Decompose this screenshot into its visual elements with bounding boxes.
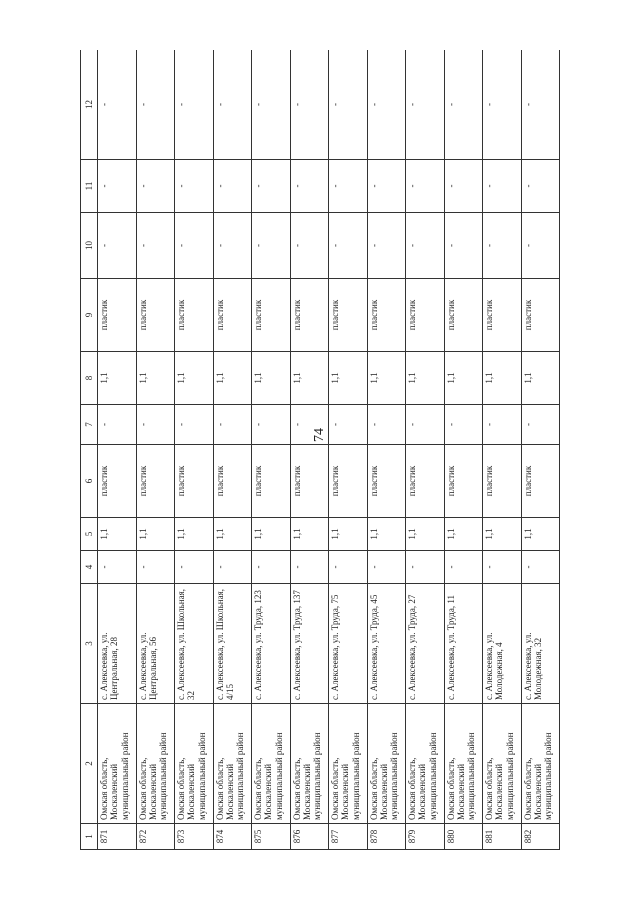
- cell-col6: пластик: [252, 445, 291, 518]
- row-number: 882: [521, 824, 560, 850]
- cell-col8: 1,1: [444, 352, 483, 405]
- cell-col4: -: [252, 551, 291, 584]
- cell-col6: пластик: [98, 445, 137, 518]
- cell-col5: 1,1: [290, 518, 329, 551]
- cell-col7: -: [406, 405, 445, 445]
- region-cell: Омская область, Москаленский муниципальный район: [521, 704, 560, 824]
- cell-col4: -: [367, 551, 406, 584]
- row-number: 877: [329, 824, 368, 850]
- cell-col11: -: [252, 160, 291, 213]
- cell-col12: -: [175, 50, 214, 160]
- cell-col11: -: [521, 160, 560, 213]
- cell-col8: 1,1: [406, 352, 445, 405]
- cell-col12: -: [483, 50, 522, 160]
- address-cell: с. Алексеевка, ул. Труда, 45: [367, 584, 406, 704]
- row-number: 878: [367, 824, 406, 850]
- cell-col9: пластик: [98, 279, 137, 352]
- row-number: 871: [98, 824, 137, 850]
- cell-col9: пластик: [213, 279, 252, 352]
- cell-col9: пластик: [406, 279, 445, 352]
- cell-col10: -: [483, 213, 522, 279]
- cell-col4: -: [444, 551, 483, 584]
- cell-col5: 1,1: [483, 518, 522, 551]
- cell-col9: пластик: [136, 279, 175, 352]
- header-row: [81, 50, 98, 850]
- cell-col5: 1,1: [98, 518, 137, 551]
- region-cell: Омская область, Москаленский муниципальный район: [252, 704, 291, 824]
- column-header: 9: [81, 279, 98, 352]
- cell-col7: -: [175, 405, 214, 445]
- column-header: 8: [81, 352, 98, 405]
- cell-col8: 1,1: [98, 352, 137, 405]
- cell-col4: -: [175, 551, 214, 584]
- address-cell: с. Алексеевка, ул. Труда, 137: [290, 584, 329, 704]
- column-header: 12: [81, 50, 98, 160]
- address-cell: с. Алексеевка, ул. Школьная, 32: [175, 584, 214, 704]
- cell-col4: -: [483, 551, 522, 584]
- address-cell: с. Алексеевка, ул. Труда, 11: [444, 584, 483, 704]
- row-number: 875: [252, 824, 291, 850]
- cell-col5: 1,1: [521, 518, 560, 551]
- region-cell: Омская область, Москаленский муниципальный район: [367, 704, 406, 824]
- table-wrapper: [80, 50, 560, 850]
- column-header: 2: [81, 704, 98, 824]
- row-number: 874: [213, 824, 252, 850]
- cell-col8: 1,1: [252, 352, 291, 405]
- cell-col9: пластик: [483, 279, 522, 352]
- cell-col10: -: [213, 213, 252, 279]
- cell-col9: пластик: [521, 279, 560, 352]
- cell-col12: -: [213, 50, 252, 160]
- region-cell: Омская область, Москаленский муниципальный район: [213, 704, 252, 824]
- cell-col5: 1,1: [367, 518, 406, 551]
- cell-col10: -: [252, 213, 291, 279]
- row-number: 876: [290, 824, 329, 850]
- cell-col6: пластик: [521, 445, 560, 518]
- table-row: [252, 50, 291, 850]
- cell-col5: 1,1: [252, 518, 291, 551]
- region-cell: Омская область, Москаленский муниципальный район: [406, 704, 445, 824]
- column-header: 6: [81, 445, 98, 518]
- cell-col10: -: [136, 213, 175, 279]
- cell-col7: -: [252, 405, 291, 445]
- cell-col10: -: [367, 213, 406, 279]
- cell-col11: -: [483, 160, 522, 213]
- cell-col6: пластик: [290, 445, 329, 518]
- table-row: [98, 50, 137, 850]
- cell-col6: пластик: [329, 445, 368, 518]
- address-cell: с. Алексеевка, ул. Центральная, 56: [136, 584, 175, 704]
- cell-col4: -: [329, 551, 368, 584]
- cell-col6: пластик: [175, 445, 214, 518]
- cell-col9: пластик: [329, 279, 368, 352]
- region-cell: Омская область, Москаленский муниципальный район: [175, 704, 214, 824]
- region-cell: Омская область, Москаленский муниципальный район: [483, 704, 522, 824]
- table-row: [521, 50, 560, 850]
- table-row: [367, 50, 406, 850]
- row-number: 872: [136, 824, 175, 850]
- cell-col11: -: [367, 160, 406, 213]
- cell-col7: -: [367, 405, 406, 445]
- cell-col11: -: [98, 160, 137, 213]
- cell-col5: 1,1: [329, 518, 368, 551]
- cell-col7: -: [521, 405, 560, 445]
- column-header: 3: [81, 584, 98, 704]
- address-cell: с. Алексеевка, ул. Школьная, 4/15: [213, 584, 252, 704]
- column-header: 5: [81, 518, 98, 551]
- table-row: [290, 50, 329, 850]
- cell-col5: 1,1: [213, 518, 252, 551]
- cell-col6: пластик: [406, 445, 445, 518]
- cell-col7: -: [444, 405, 483, 445]
- table-row: [175, 50, 214, 850]
- cell-col11: -: [406, 160, 445, 213]
- table-row: [136, 50, 175, 850]
- cell-col4: -: [98, 551, 137, 584]
- cell-col8: 1,1: [175, 352, 214, 405]
- cell-col4: -: [406, 551, 445, 584]
- address-cell: с. Алексеевка, ул. Труда, 123: [252, 584, 291, 704]
- column-header: 1: [81, 824, 98, 850]
- cell-col10: -: [175, 213, 214, 279]
- cell-col7: -: [290, 405, 329, 445]
- cell-col9: пластик: [290, 279, 329, 352]
- cell-col6: пластик: [136, 445, 175, 518]
- cell-col8: 1,1: [521, 352, 560, 405]
- column-header: 10: [81, 213, 98, 279]
- cell-col10: -: [290, 213, 329, 279]
- cell-col12: -: [136, 50, 175, 160]
- cell-col4: -: [213, 551, 252, 584]
- cell-col10: -: [444, 213, 483, 279]
- cell-col7: -: [483, 405, 522, 445]
- cell-col8: 1,1: [136, 352, 175, 405]
- cell-col7: -: [329, 405, 368, 445]
- cell-col10: -: [98, 213, 137, 279]
- cell-col6: пластик: [213, 445, 252, 518]
- cell-col9: пластик: [175, 279, 214, 352]
- rotated-table-container: [80, 50, 560, 850]
- row-number: 880: [444, 824, 483, 850]
- table-body: [98, 50, 560, 850]
- cell-col5: 1,1: [444, 518, 483, 551]
- table-row: [213, 50, 252, 850]
- cell-col11: -: [175, 160, 214, 213]
- cell-col6: пластик: [367, 445, 406, 518]
- cell-col10: -: [406, 213, 445, 279]
- address-cell: с. Алексеевка, ул. Центральная, 28: [98, 584, 137, 704]
- cell-col5: 1,1: [175, 518, 214, 551]
- column-header: 4: [81, 551, 98, 584]
- cell-col4: -: [136, 551, 175, 584]
- table-row: [444, 50, 483, 850]
- cell-col5: 1,1: [406, 518, 445, 551]
- address-cell: с. Алексеевка, ул. Молодежная, 32: [521, 584, 560, 704]
- cell-col12: -: [252, 50, 291, 160]
- cell-col12: -: [444, 50, 483, 160]
- cell-col10: -: [329, 213, 368, 279]
- containers-table: [80, 50, 560, 850]
- cell-col6: пластик: [483, 445, 522, 518]
- cell-col8: 1,1: [290, 352, 329, 405]
- region-cell: Омская область, Москаленский муниципальный район: [290, 704, 329, 824]
- cell-col11: -: [329, 160, 368, 213]
- address-cell: с. Алексеевка, ул. Молодежная, 4: [483, 584, 522, 704]
- table-row: [483, 50, 522, 850]
- cell-col8: 1,1: [367, 352, 406, 405]
- cell-col4: -: [521, 551, 560, 584]
- cell-col8: 1,1: [213, 352, 252, 405]
- address-cell: с. Алексеевка, ул. Труда, 75: [329, 584, 368, 704]
- table-row: [406, 50, 445, 850]
- cell-col7: -: [98, 405, 137, 445]
- cell-col7: -: [136, 405, 175, 445]
- region-cell: Омская область, Москаленский муниципальный район: [98, 704, 137, 824]
- cell-col12: -: [98, 50, 137, 160]
- cell-col4: -: [290, 551, 329, 584]
- cell-col12: -: [521, 50, 560, 160]
- region-cell: Омская область, Москаленский муниципальный район: [329, 704, 368, 824]
- cell-col8: 1,1: [483, 352, 522, 405]
- cell-col11: -: [290, 160, 329, 213]
- address-cell: с. Алексеевка, ул. Труда, 27: [406, 584, 445, 704]
- table-row: [329, 50, 368, 850]
- page-number: 74: [312, 428, 327, 442]
- region-cell: Омская область, Москаленский муниципальный район: [444, 704, 483, 824]
- cell-col7: -: [213, 405, 252, 445]
- cell-col6: пластик: [444, 445, 483, 518]
- cell-col9: пластик: [252, 279, 291, 352]
- column-header: 11: [81, 160, 98, 213]
- cell-col11: -: [213, 160, 252, 213]
- cell-col9: пластик: [367, 279, 406, 352]
- cell-col11: -: [444, 160, 483, 213]
- row-number: 879: [406, 824, 445, 850]
- cell-col9: пластик: [444, 279, 483, 352]
- cell-col12: -: [406, 50, 445, 160]
- cell-col12: -: [290, 50, 329, 160]
- column-header: 7: [81, 405, 98, 445]
- cell-col8: 1,1: [329, 352, 368, 405]
- region-cell: Омская область, Москаленский муниципальный район: [136, 704, 175, 824]
- row-number: 881: [483, 824, 522, 850]
- row-number: 873: [175, 824, 214, 850]
- cell-col10: -: [521, 213, 560, 279]
- cell-col12: -: [367, 50, 406, 160]
- cell-col12: -: [329, 50, 368, 160]
- cell-col11: -: [136, 160, 175, 213]
- cell-col5: 1,1: [136, 518, 175, 551]
